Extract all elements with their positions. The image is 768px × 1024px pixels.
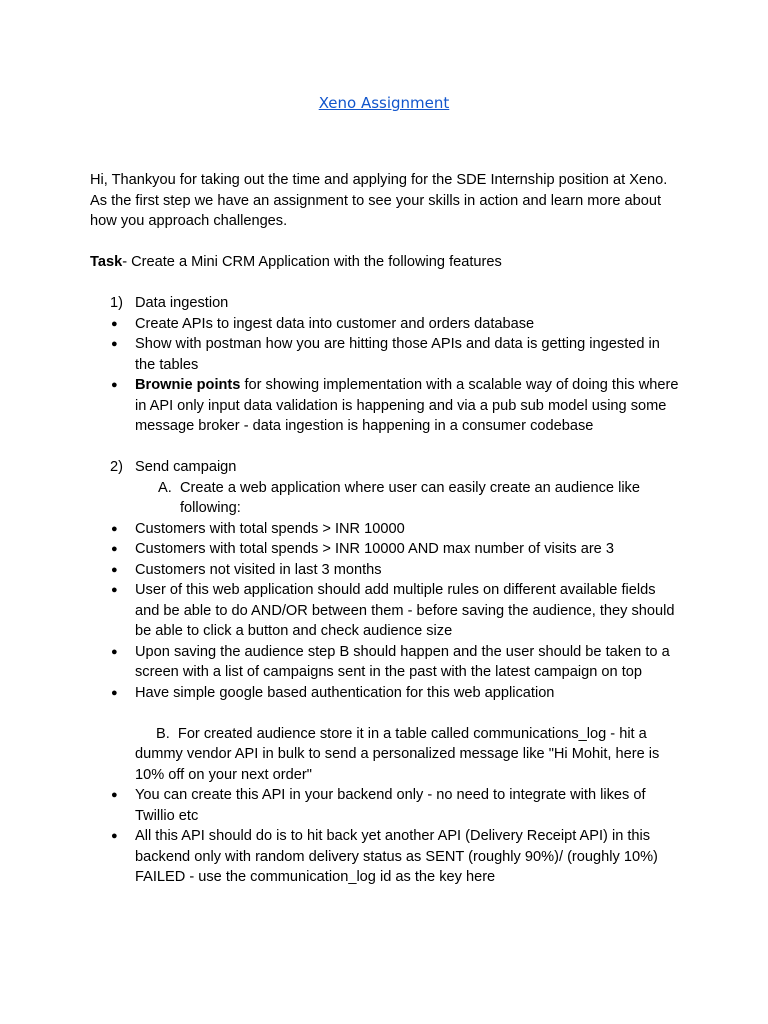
bullet-icon: ●: [111, 789, 118, 801]
list-item: ● Customers not visited in last 3 months: [90, 560, 680, 581]
bullet-icon: ●: [111, 338, 118, 350]
section-2-heading: [90, 457, 690, 478]
list-item: ● User of this web application should add multiple rules on different available fields and be able to do AND/OR between them - before saving the audience, they should be able to click a button and check audience size: [111, 582, 675, 639]
sub-item-b-letter: B.: [156, 725, 170, 742]
bullet-icon: ●: [111, 830, 118, 842]
document-title[interactable]: Xeno Assignment: [318, 94, 450, 112]
bullet-icon: ●: [111, 379, 118, 391]
task-text: - Create a Mini CRM Application with the following features: [122, 254, 502, 270]
section-2-title: Send campaign: [135, 459, 237, 475]
task-label: Task: [90, 254, 123, 270]
brownie-points-label: Brownie points: [135, 377, 241, 393]
list-item: ● Brownie points for showing implementation with a scalable way of doing this where in API only input data validation is happening and via a pub sub model using some message broker - data ingestion is happening in a consumer codebase: [111, 377, 679, 434]
bullet-icon: ●: [111, 645, 118, 658]
list-item: ● Customers with total spends > INR 10000: [90, 519, 680, 540]
sub-item-a-letter: A.: [158, 479, 172, 496]
bullet-icon: ●: [111, 317, 118, 330]
section-1-heading: [90, 293, 690, 314]
bullet-icon: ●: [111, 686, 118, 699]
bullet-icon: ●: [111, 584, 118, 596]
list-item: ● All this API should do is to hit back yet another API (Delivery Receipt API) in this backend only with random delivery status as SENT (roughly 90%)/ (roughly 10%) FAILED - use the communication_log id as the key here: [111, 828, 658, 885]
bullet-icon: ●: [111, 522, 118, 535]
list-item: ● Show with postman how you are hitting those APIs and data is getting ingested in the tables: [111, 336, 660, 373]
list-item: ● Customers with total spends > INR 10000 AND max number of visits are 3: [90, 539, 680, 560]
list-item: ● Create APIs to ingest data into customer and orders database: [90, 314, 680, 335]
list-item: ● Have simple google based authentication for this web application: [90, 683, 680, 704]
list-item: ● Upon saving the audience step B should happen and the user should be taken to a screen with a list of campaigns sent in the past with the latest campaign on top: [111, 643, 670, 680]
section-1-title: Data ingestion: [135, 295, 229, 311]
sub-item-b: B. For created audience store it in a table called communications_log - hit a dummy vendor API in bulk to send a personalized message like "Hi Mohit, here is 10% off on your next order": [135, 725, 660, 783]
document-body: [90, 170, 690, 888]
sub-item-a: A. Create a web application where user can easily create an audience like following:: [158, 479, 640, 516]
bullet-icon: ●: [111, 543, 118, 555]
intro-paragraph: Hi, Thankyou for taking out the time and applying for the SDE Internship position at Xeno. As the first step we have an assignment to see your skills in action and learn more about how you approach challenges.: [90, 172, 668, 229]
list-item: ● You can create this API in your backend only - no need to integrate with likes of Twillio etc: [111, 787, 646, 824]
task-line: [90, 252, 690, 273]
section-2-number: 2): [110, 459, 123, 475]
section-1-number: 1): [110, 295, 123, 311]
bullet-icon: ●: [111, 563, 118, 576]
